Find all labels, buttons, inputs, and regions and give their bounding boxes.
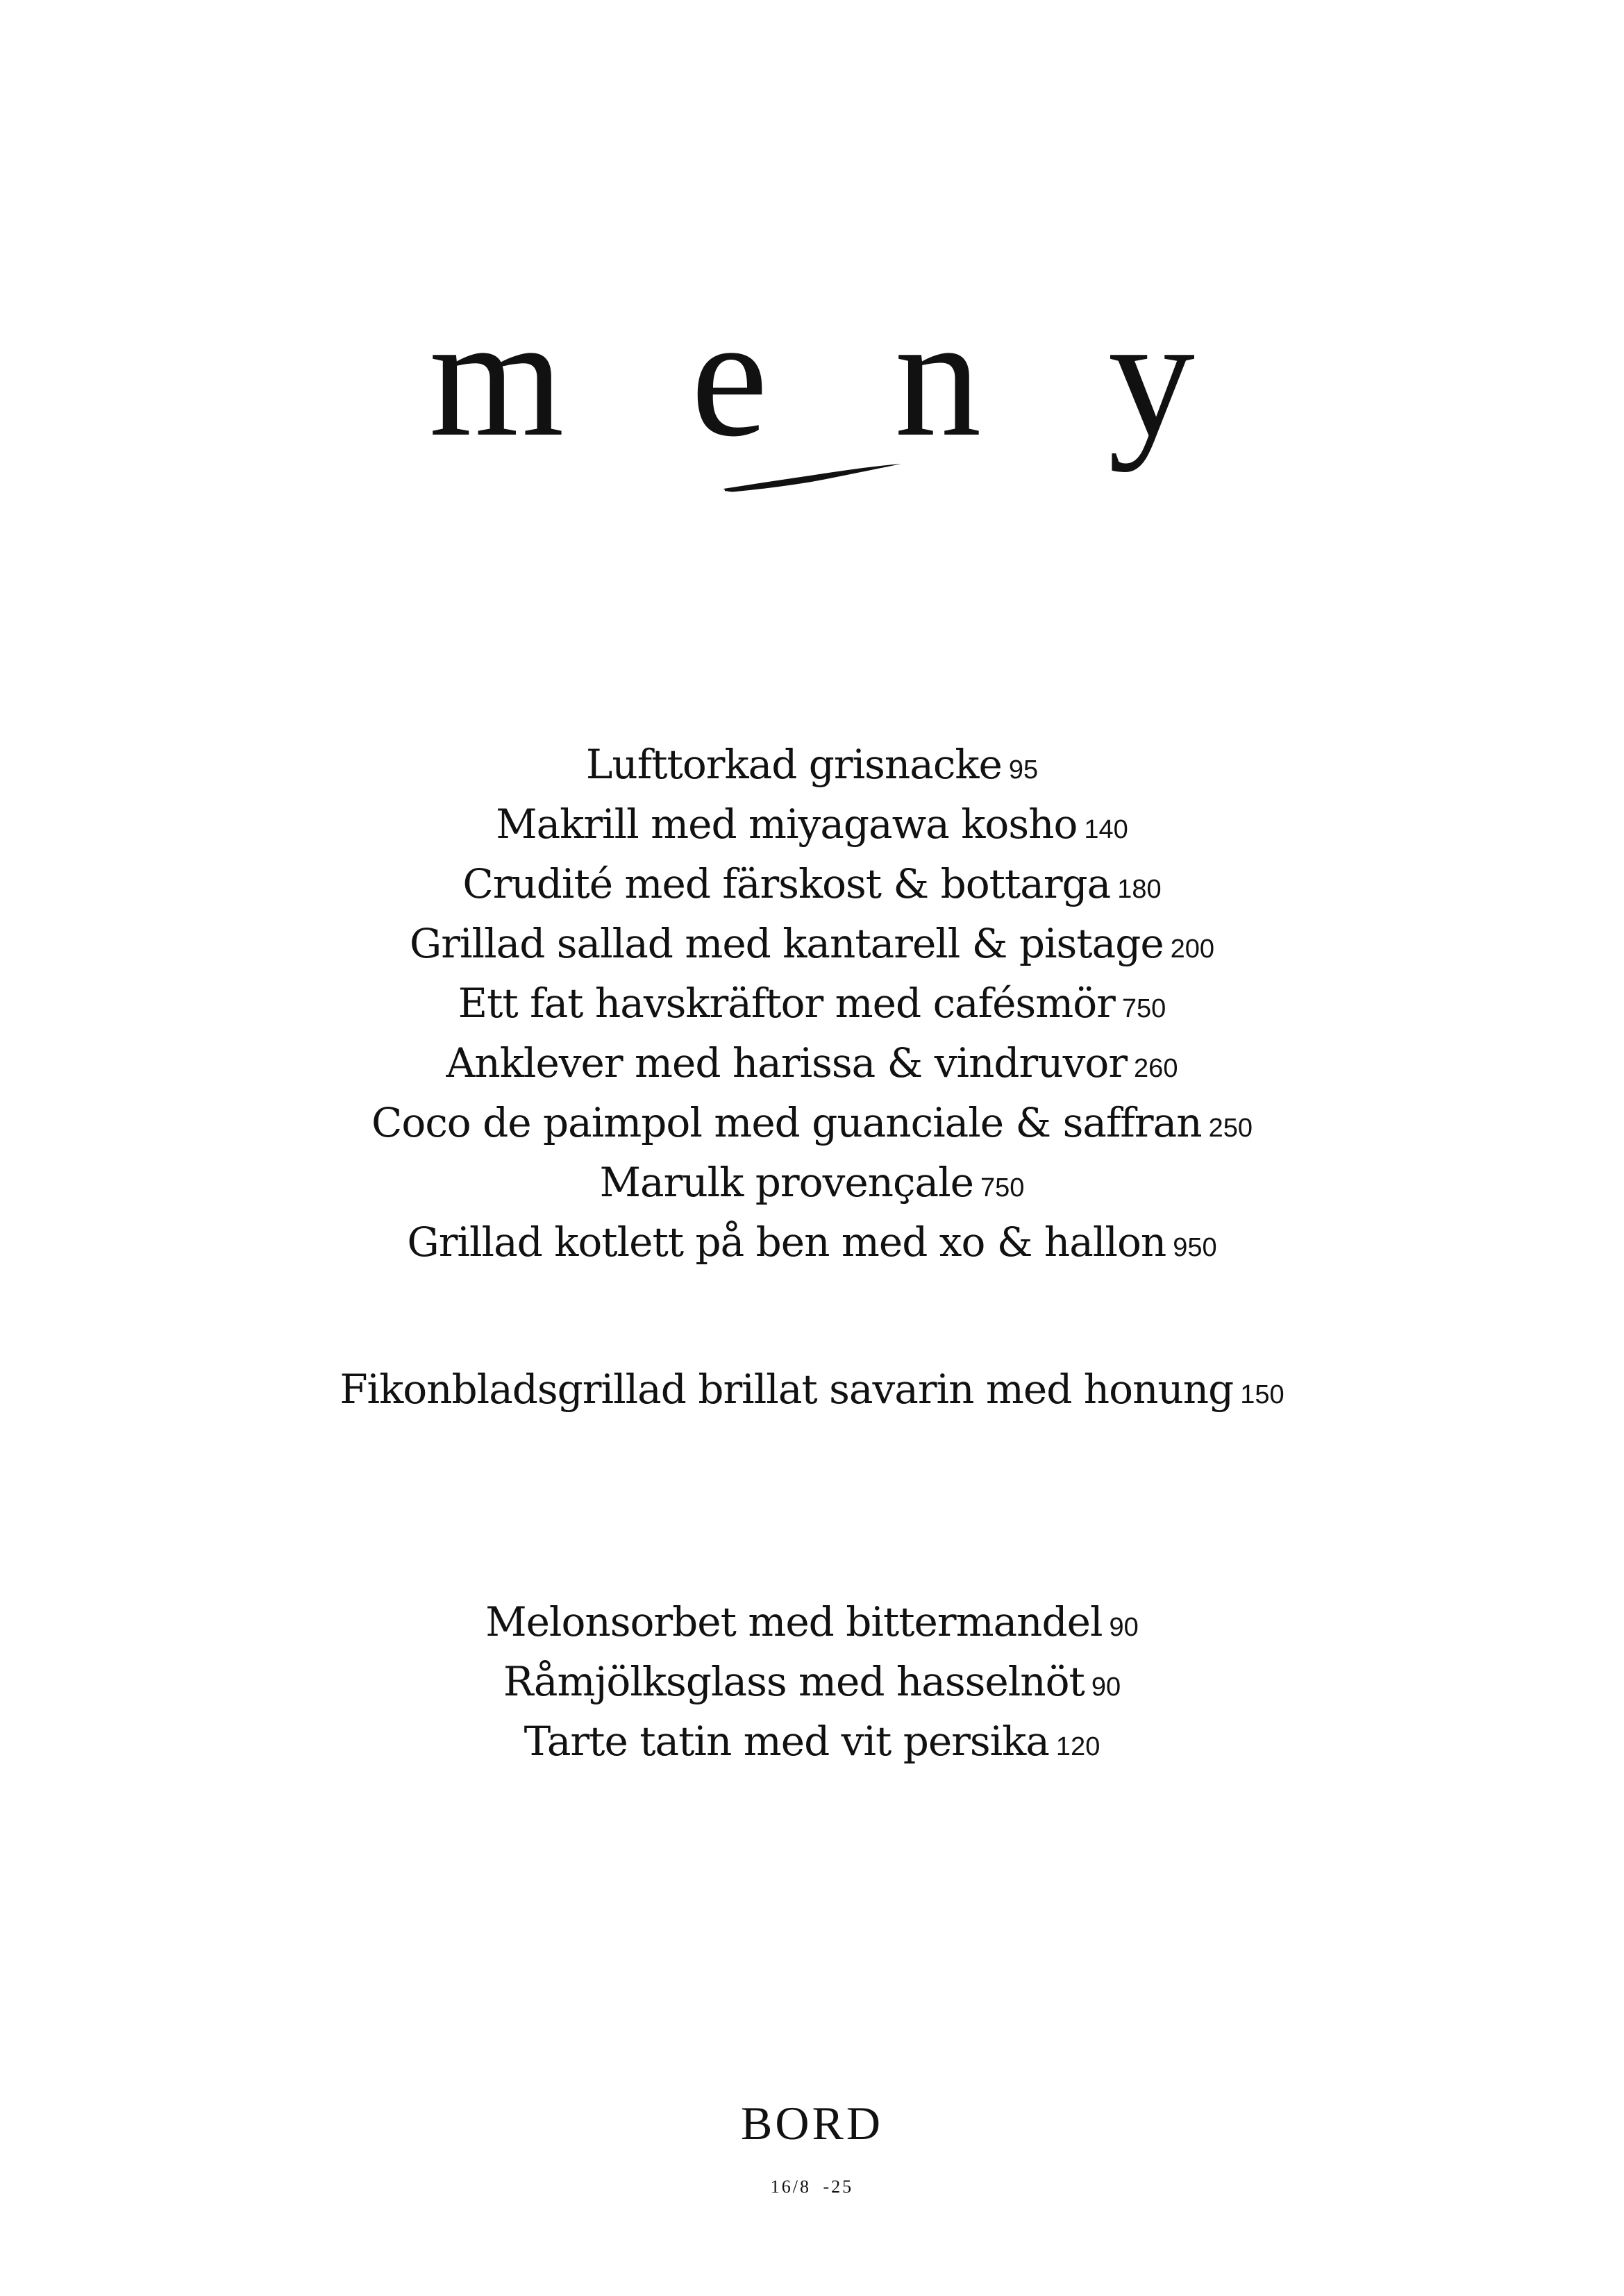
menu-item-price: 90 <box>1091 1673 1121 1702</box>
menu-item <box>0 1096 1624 1155</box>
menu-item <box>0 1595 1624 1654</box>
menu-item-price: 95 <box>1008 755 1039 785</box>
menu-item <box>0 1155 1624 1215</box>
menu-item <box>0 1036 1624 1096</box>
menu-item-name: Grillad kotlett på ben med xo & hallon <box>407 1218 1166 1266</box>
menu-item-price: 90 <box>1109 1613 1139 1642</box>
menu-item <box>0 857 1624 916</box>
menu-item <box>0 797 1624 857</box>
menu-item-price: 200 <box>1170 935 1215 964</box>
menu-item <box>0 1714 1624 1774</box>
menu-item-price: 150 <box>1240 1380 1284 1409</box>
menu-item-price: 750 <box>980 1173 1025 1203</box>
menu-item-name: Makrill med miyagawa kosho <box>496 801 1078 848</box>
menu-item <box>0 737 1624 797</box>
menu-item <box>0 1215 1624 1275</box>
menu-item-name: Marulk provençale <box>599 1159 973 1206</box>
menu-section-desserts <box>0 1595 1624 1774</box>
menu-item-name: Coco de paimpol med guanciale & saffran <box>371 1099 1202 1146</box>
menu-item-price: 750 <box>1121 994 1166 1023</box>
menu-title: m e n y <box>429 280 1237 473</box>
menu-item <box>0 1654 1624 1714</box>
menu-item <box>0 1362 1624 1422</box>
menu-section-cheese <box>0 1362 1624 1422</box>
brand-logo: BORD <box>741 2097 883 2150</box>
menu-item-price: 260 <box>1134 1054 1178 1083</box>
menu-date: 16/8 -25 <box>770 2177 854 2197</box>
menu-item-name: Melonsorbet med bittermandel <box>485 1598 1103 1645</box>
menu-item-price: 250 <box>1208 1114 1253 1143</box>
menu-item-name: Ett fat havskräftor med cafésmör <box>458 980 1115 1027</box>
menu-item <box>0 916 1624 976</box>
menu-item-name: Lufttorkad grisnacke <box>585 741 1002 788</box>
menu-item-name: Grillad sallad med kantarell & pistage <box>409 920 1164 967</box>
menu-item-price: 180 <box>1117 875 1162 904</box>
menu-item-name: Tarte tatin med vit persika <box>524 1718 1049 1765</box>
menu-item-price: 140 <box>1084 815 1128 844</box>
menu-item-name: Anklever med harissa & vindruvor <box>446 1039 1128 1087</box>
menu-item-name: Crudité med färskost & bottarga <box>462 860 1111 907</box>
menu-item-price: 120 <box>1055 1732 1100 1761</box>
menu-item-price: 950 <box>1173 1233 1217 1262</box>
menu-item-name: Råmjölksglass med hasselnöt <box>503 1658 1085 1705</box>
menu-item-name: Fikonbladsgrillad brillat savarin med honung <box>340 1366 1234 1413</box>
menu-item <box>0 976 1624 1036</box>
brush-stroke-icon <box>722 460 903 494</box>
menu-section-starters <box>0 737 1624 1275</box>
